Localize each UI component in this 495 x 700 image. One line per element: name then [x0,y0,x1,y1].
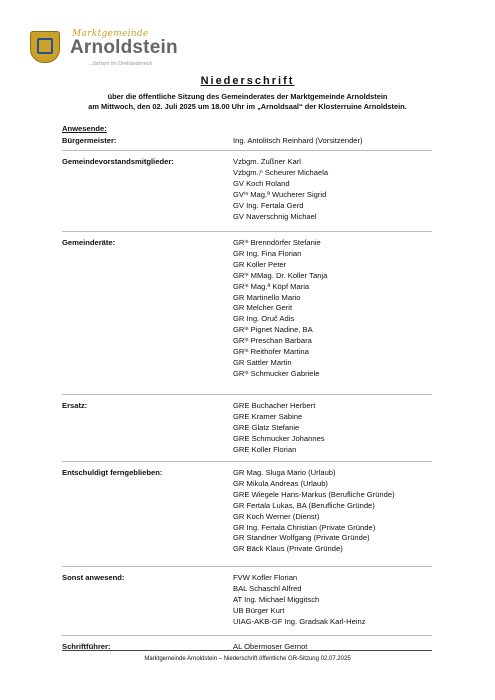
attendee-entry: GRⁱⁿ Brenndörfer Stefanie [233,238,321,247]
logo-script-text: Marktgemeinde [72,29,149,39]
attendee-entry: Vzbgm.ᵢⁿ Scheurer Michaela [233,167,329,177]
attendee-entry: FVW Kofler Florian [233,573,298,582]
section-label: Schriftführer: [62,642,111,651]
municipality-logo [30,29,180,74]
section-divider [62,231,432,232]
subtitle-line-1: über die öffentliche Sitzung des Gemeinderates der Marktgemeinde Arnoldstein [107,92,388,101]
attendee-entry: GR Ing. Fertala Christian (Private Gründe) [233,522,376,532]
attendee-entry: Ing. Antolitsch Reinhard (Vorsitzender) [233,136,363,145]
attendee-entry: GRE Buchacher Herbert [233,401,316,410]
attendee-entry: GRⁱⁿ Pignet Nadine, BA [233,325,313,335]
section-divider [62,635,432,636]
attendee-entry: UIAG-AKB-GF Ing. Gradsak Karl-Heinz [233,616,366,626]
attendee-entry: Vzbgm. Zußner Karl [233,157,301,166]
attendee-entry: GRⁱⁿ Mag.ª Köpf Maria [233,281,310,291]
section-label: Sonst anwesend: [62,573,125,582]
section-label: Ersatz: [62,401,88,410]
attendee-entry: GRE Kramer Sabine [233,411,303,421]
attendee-entry: GR Koller Peter [233,259,287,269]
attendee-entry: GV Koch Roland [233,178,290,188]
attendee-entry: GRⁱⁿ Preschan Barbara [233,336,312,346]
page-footer: Marktgemeinde Arnoldstein – Niederschrift öffentliche GR-Sitzung 02.07.2025 [144,656,351,662]
attendee-entry: GV Naverschnig Michael [233,211,317,221]
section-divider [62,150,432,151]
section-divider [62,566,432,567]
section-divider [62,394,432,395]
section-label: Gemeinderäte: [62,238,116,247]
attendee-entry: GRⁱⁿ MMag. Dr. Koller Tanja [233,270,328,280]
document-title: Niederschrift [200,75,295,87]
attendee-entry: GR Martinello Mario [233,292,301,302]
attendee-entry: GRE Wiegele Hans-Markus (Berufliche Gründe) [233,489,395,499]
footer-rule [62,650,432,651]
attendee-entry: GR Mikula Andreas (Urlaub) [233,478,328,488]
attendee-entry: BAL Schaschl Alfred [233,583,302,593]
attendee-entry: GR Melcher Gerit [233,303,293,313]
attendee-entry: GR Fertala Lukas, BA (Berufliche Gründe) [233,500,375,510]
attendee-entry: AL Obermoser Gernot [233,642,308,651]
attendee-entry: GR Sattler Martin [233,357,292,367]
section-label: Bürgermeister: [62,136,117,145]
attendee-entry: GRⁱⁿ Reithofer Martina [233,347,309,356]
attendee-entry: GRE Glatz Stefanie [233,422,300,432]
attendee-entry: GR Bäck Klaus (Private Gründe) [233,544,343,554]
section-label: Entschuldigt ferngeblieben: [62,468,163,477]
logo-tagline: ...daham im Dreiländereck [88,61,153,67]
attendee-entry: GR Koch Werner (Dienst) [233,511,320,521]
section-label: Gemeindevorstandsmitglieder: [62,157,174,166]
attendee-entry: GR Standner Wolfgang (Private Gründe) [233,533,370,543]
attendee-entry: GV Ing. Fertala Gerd [233,200,304,210]
attendee-entry: GR Mag. Sluga Mario (Urlaub) [233,468,336,477]
subtitle-line-2: am Mittwoch, den 02. Juli 2025 um 18.00 Uhr im „Arnoldsaal“ der Klosterruine Arnoldstein. [88,102,407,111]
attendee-entry: UB Bürger Kurt [233,605,285,615]
logo-name: Arnoldstein [70,37,178,58]
section-divider [62,461,432,462]
attendee-entry: GRE Koller Florian [233,444,297,454]
attendee-entry: GR Ing. Oruč Adis [233,314,295,324]
attendee-entry: AT Ing. Michael Miggitsch [233,594,320,604]
coat-of-arms-icon [30,31,60,63]
attendee-entry: GVⁱⁿ Mag.ª Wucherer Sigrid [233,189,327,199]
attendee-entry: GRⁱⁿ Schmucker Gabriele [233,368,320,378]
attendee-entry: GRE Schmucker Johannes [233,433,325,443]
present-heading: Anwesende: [62,124,107,133]
attendee-entry: GR Ing. Fina Florian [233,248,302,258]
